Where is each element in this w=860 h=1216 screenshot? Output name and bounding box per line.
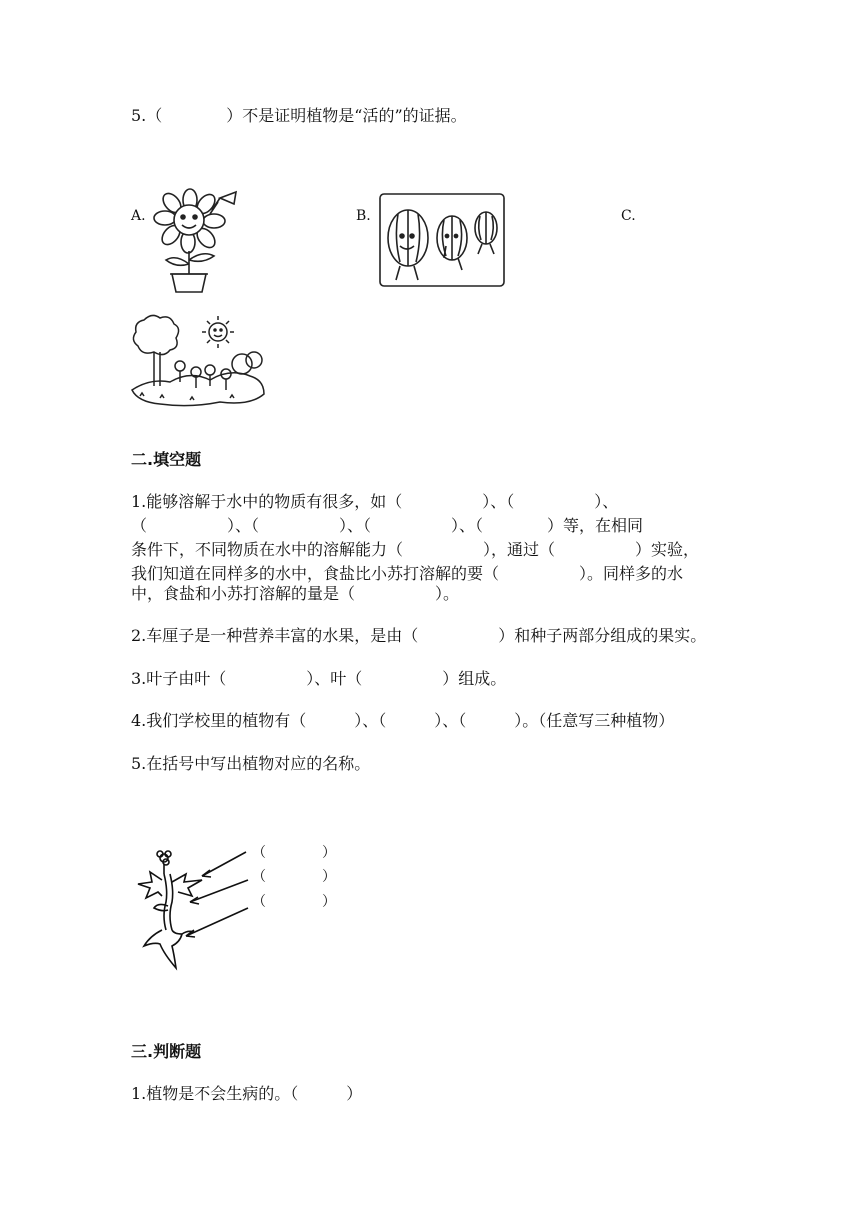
plant-label-2: （ ） [252, 869, 336, 885]
fill-q1-line-4: 我们知道在同样多的水中，食盐比小苏打溶解的要（ ）。同样多的水 [131, 564, 684, 583]
judge-q1: 1.植物是不会生病的。（ ） [131, 1084, 363, 1103]
fill-q4: 4.我们学校里的植物有（ ）、（ ）、（ ）。（任意写三种植物） [131, 711, 675, 730]
plant-label-1: （ ） [252, 845, 336, 861]
fill-q1-line-5: 中，食盐和小苏打溶解的量是（ ）。 [131, 584, 460, 603]
question-5 [131, 106, 467, 126]
option-c-label: C. [621, 208, 636, 224]
fill-q2: 2.车厘子是一种营养丰富的水果，是由（ ）和种子两部分组成的果实。 [131, 626, 707, 645]
option-a-label: A. [131, 208, 146, 224]
watermelon-characters-illustration [378, 192, 506, 288]
flower-pot-illustration [148, 188, 244, 294]
fill-q1-line-1: 1.能够溶解于水中的物质有很多，如（ ）、（ ）、 [131, 492, 619, 511]
question-number: 5. [131, 106, 147, 125]
fill-q3: 3.叶子由叶（ ）、叶（ ）组成。 [131, 669, 507, 688]
fill-q1-line-3: 条件下，不同物质在水中的溶解能力（ ），通过（ ）实验， [131, 540, 700, 559]
outdoor-scene-illustration [130, 310, 266, 410]
section-3-title: 三.判断题 [131, 1042, 202, 1061]
plant-parts-diagram [132, 846, 262, 978]
fill-q1-line-2: （ ）、（ ）、（ ）、（ ）等，在相同 [131, 516, 644, 535]
section-2-title: 二.填空题 [131, 450, 202, 469]
question-text: （ ）不是证明植物是“活的”的证据。 [146, 106, 467, 125]
option-b-label: B. [356, 208, 371, 224]
fill-q5: 5.在括号中写出植物对应的名称。 [131, 754, 371, 773]
plant-label-3: （ ） [252, 894, 336, 910]
